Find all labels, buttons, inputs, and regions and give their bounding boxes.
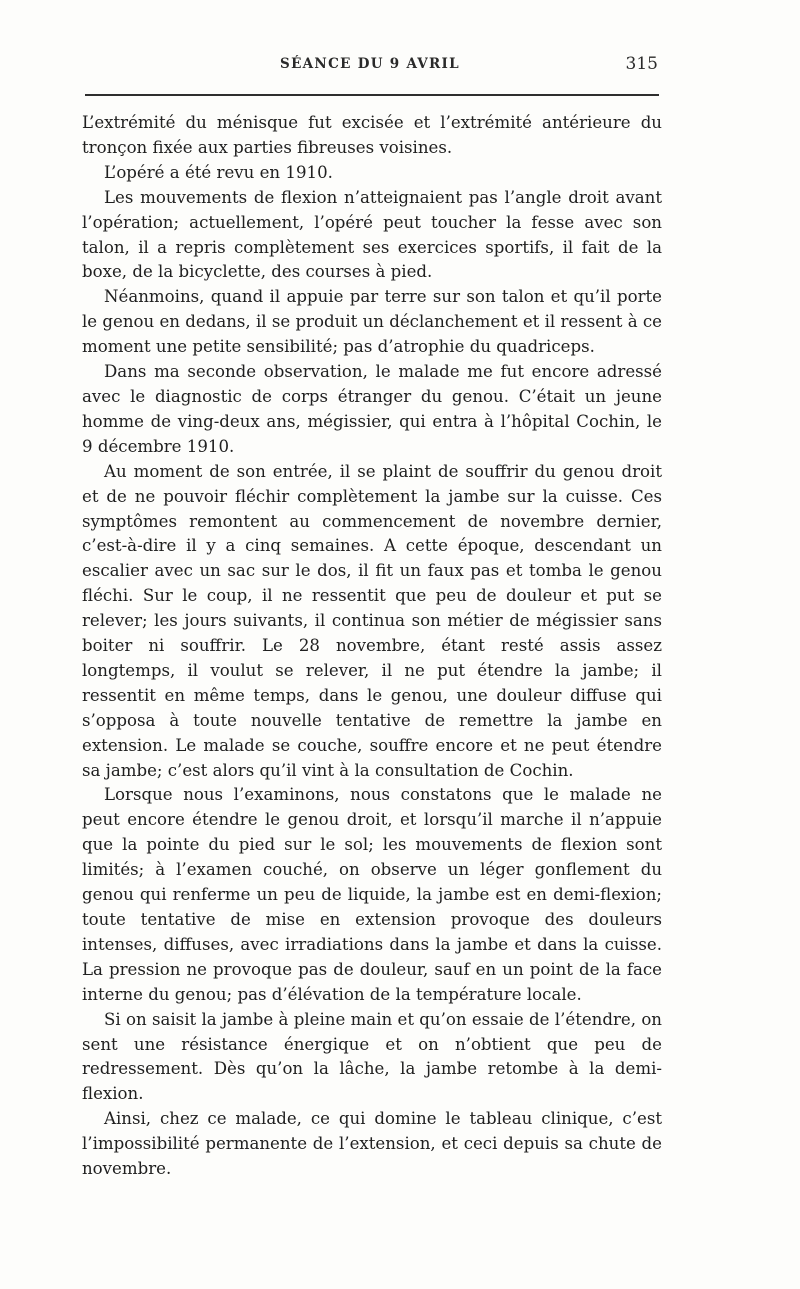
- paragraph: L’extrémité du ménisque fut excisée et l’extrémité antérieure du tronçon fixée aux parties fibreuses voisines.: [82, 113, 662, 157]
- paragraph: Si on saisit la jambe à pleine main et qu’on essaie de l’étendre, on sent une résistance énergique et on n’obtient que peu de redressement. Dès qu’on la lâche, la jambe retombe à la demi-flexion.: [82, 1009, 662, 1104]
- paragraph: Les mouvements de flexion n’atteignaient pas l’angle droit avant l’opération; actuellement, l’opéré peut toucher la fesse avec son talon, il a repris complètement ses exercices sportifs, il fait de la boxe, de la bicyclette, des courses à pied.: [82, 187, 662, 282]
- body-text: [82, 111, 662, 1182]
- paragraph: Néanmoins, quand il appuie par terre sur son talon et qu’il porte le genou en dedans, il se produit un déclanchement et il ressent à ce moment une petite sensibilité; pas d’atrophie du quadriceps.: [82, 287, 663, 357]
- paragraph: Dans ma seconde observation, le malade me fut encore adressé avec le diagnostic de corps étranger du genou. C’était un jeune homme de ving-deux ans, mégissier, qui entra à l’hôpital Cochin, le 9 décembre 1910.: [82, 362, 662, 456]
- page-header: [82, 56, 658, 84]
- paragraph: Au moment de son entrée, il se plaint de souffrir du genou droit et de ne pouvoir fléchir complètement la jambe sur la cuisse. Ces symptômes remontent au commencement de novembre dernier, c’est-à-dire il y a cinq semaines. A cette époque, descendant un escalier avec un sac sur le dos, il fit un faux pas et tomba le genou fléchi. Sur le coup, il ne ressentit que peu de douleur et put se relever; les jours suivants, il continua son métier de mégissier sans boiter ni souffrir. Le 28 novembre, étant resté assis assez longtemps, il voulut se relever, il ne put étendre la jambe; il ressentit en même temps, dans le genou, une douleur diffuse qui s’opposa à toute nouvelle tentative de remettre la jambe en extension. Le malade se couche, souffre encore et ne peut étendre sa jambe; c’est alors qu’il vint à la consultation de Cochin.: [82, 461, 662, 780]
- page-number: 315: [625, 54, 658, 74]
- header-rule: [85, 94, 659, 96]
- paragraph: Ainsi, chez ce malade, ce qui domine le tableau clinique, c’est l’impossibilité permanente de l’extension, et ceci depuis sa chute de novembre.: [82, 1109, 662, 1179]
- running-title: SÉANCE DU 9 AVRIL: [280, 56, 460, 72]
- paragraph: Lorsque nous l’examinons, nous constatons que le malade ne peut encore étendre le genou droit, et lorsqu’il marche il n’appuie que la pointe du pied sur le sol; les mouvements de flexion sont limités; à l’examen couché, on observe un léger gonflement du genou qui renferme un peu de liquide, la jambe est en demi-flexion; toute tentative de mise en extension provoque des douleurs intenses, diffuses, avec irradiations dans la jambe et dans la cuisse. La pression ne provoque pas de douleur, sauf en un point de la face interne du genou; pas d’élévation de la température locale.: [82, 785, 662, 1004]
- paragraph: L’opéré a été revu en 1910.: [104, 162, 333, 182]
